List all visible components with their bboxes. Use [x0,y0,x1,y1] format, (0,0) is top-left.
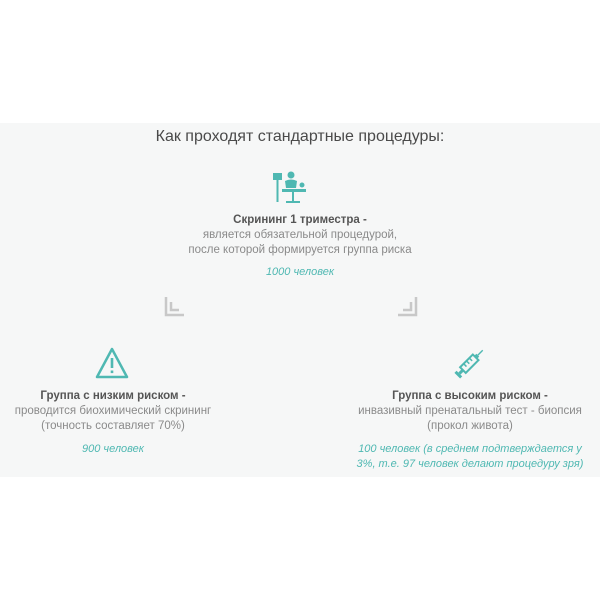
high-risk-block [340,389,600,472]
warning-triangle-icon [94,346,130,380]
screening-desc-1: является обязательной процедурой, [202,229,398,241]
high-risk-desc-1: инвазивный пренатальный тест - биопсия [358,405,582,417]
low-risk-desc-2: (точность составляет 70%) [41,420,185,432]
high-risk-count-1: 100 человек (в среднем подтверждается у [358,443,582,455]
syringe-icon [451,344,489,382]
screening-count: 1000 человек [265,266,335,278]
low-risk-block [0,389,226,457]
arrow-down-left-icon [163,294,187,318]
arrow-down-right-icon [395,294,419,318]
high-risk-count-2: 3%, т.е. 97 человек делают процедуру зря) [356,458,584,470]
screening-heading: Скрининг 1 триместра - [233,214,367,226]
doctor-ultrasound-icon [272,170,308,204]
low-risk-desc-1: проводится биохимический скрининг [14,405,212,417]
high-risk-heading: Группа с высоким риском - [392,390,548,402]
low-risk-heading: Группа с низким риском - [40,390,186,402]
screening-desc-2: после которой формируется группа риска [188,244,412,256]
low-risk-count: 900 человек [82,443,144,455]
screening-block [150,213,450,280]
page-title: Как проходят стандартные процедуры: [155,128,445,145]
high-risk-desc-2: (прокол живота) [427,420,513,432]
